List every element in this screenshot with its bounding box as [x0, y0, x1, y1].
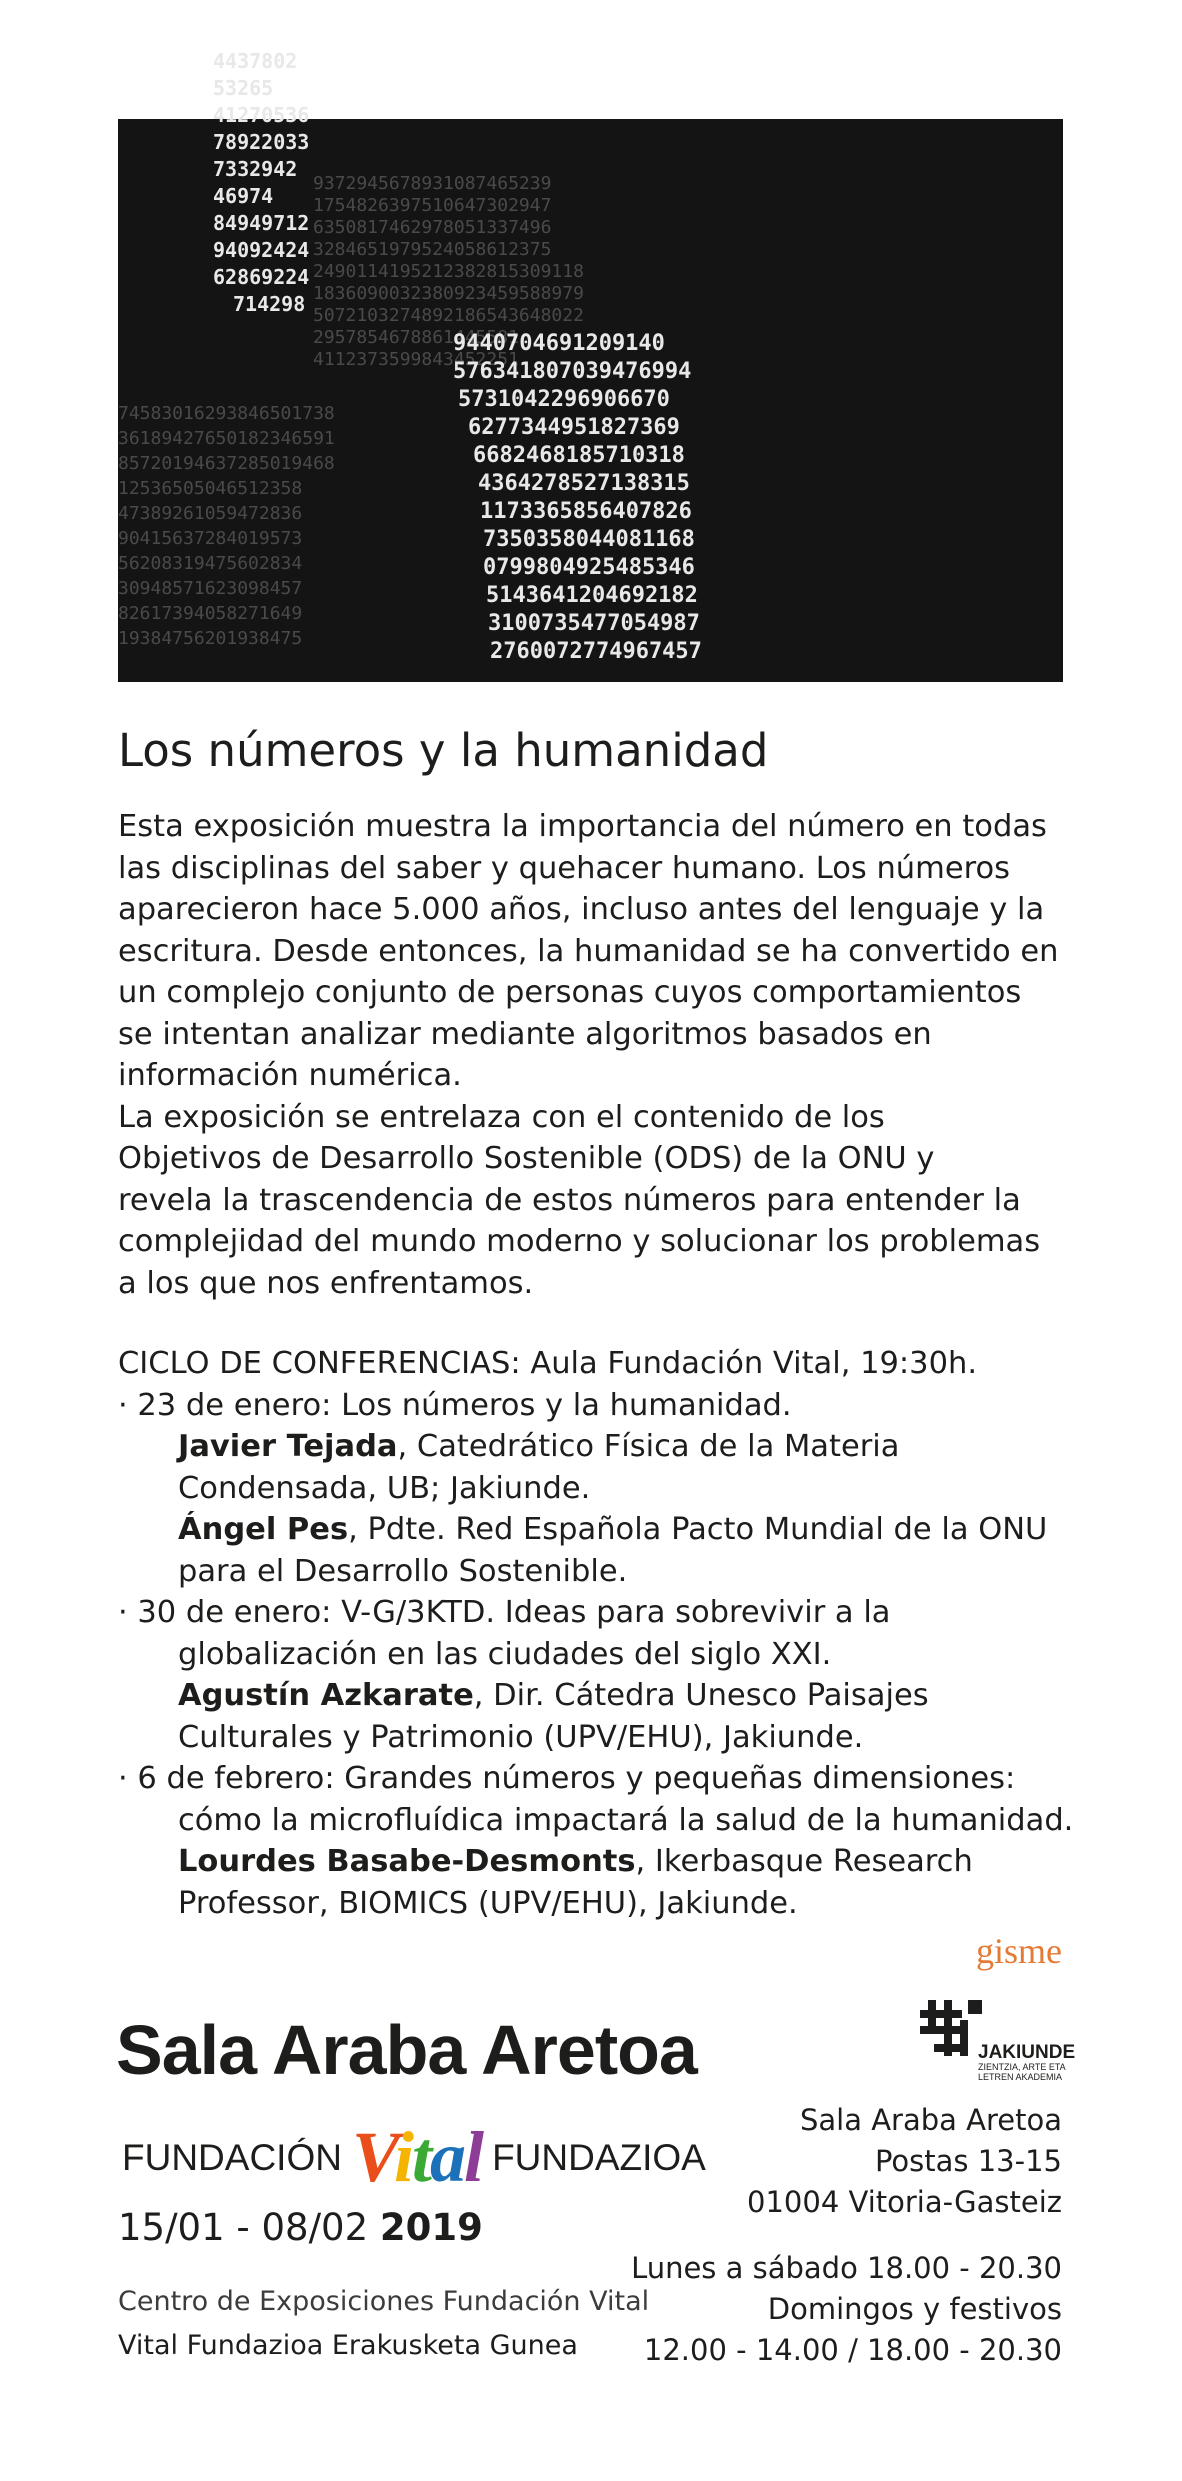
gisme-logo: gisme [976, 1931, 1062, 1971]
fundazioa-label: FUNDAZIOA [492, 2136, 706, 2178]
date-range: 15/01 - 08/02 [118, 2206, 380, 2249]
svg-text:9372945678931087465239: 9372945678931087465239 [313, 173, 552, 194]
numbers-head-silhouette-photo [118, 49, 1063, 682]
description-line: las disciplinas del saber y quehacer humano. Los números [118, 850, 1011, 886]
svg-text:85720194637285019468: 85720194637285019468 [118, 453, 335, 474]
description-line: escritura. Desde entonces, la humanidad se ha convertido en [118, 933, 1059, 969]
digit-row: 4437802 [213, 49, 298, 73]
conference-cycle [118, 1343, 1098, 1924]
opening-hours [631, 2248, 1062, 2371]
digit-row: 62869224 [213, 265, 310, 289]
centre-name-es: Centro de Exposiciones Fundación Vital [118, 2286, 650, 2317]
vital-letter: i [394, 2117, 413, 2197]
svg-text:6350817462978051337496: 6350817462978051337496 [313, 217, 552, 238]
talk-3-title-cont: cómo la microfluídica impactará la salud de la humanidad. [178, 1802, 1074, 1838]
jakiunde-logo [920, 1996, 1076, 2096]
description-line: Esta exposición muestra la importancia del número en todas [118, 809, 1047, 844]
talk-1-title: · 23 de enero: Los números y la humanidad. [118, 1387, 792, 1423]
description-line: revela la trascendencia de estos números para entender la [118, 1182, 1021, 1218]
svg-text:90415637284019573: 90415637284019573 [118, 528, 303, 549]
svg-text:2490114195212382815309118: 2490114195212382815309118 [313, 261, 584, 282]
description-line: a los que nos enfrentamos. [118, 1265, 534, 1301]
svg-text:47389261059472836: 47389261059472836 [118, 503, 303, 524]
jakiunde-mark-icon [920, 1996, 1076, 2096]
speaker-role-cont: para el Desarrollo Sostenible. [178, 1553, 628, 1589]
speaker-role-cont: Professor, BIOMICS (UPV/EHU), Jakiunde. [178, 1885, 798, 1921]
digit-row: 714298 [233, 292, 306, 316]
vital-wordmark [352, 2116, 482, 2199]
speaker-name: Javier Tejada [178, 1429, 398, 1464]
talk-3-title: · 6 de febrero: Grandes números y pequeñas dimensiones: [118, 1761, 1016, 1796]
jakiunde-subtitle-1: ZIENTZIA, ARTE ETA [978, 2062, 1066, 2072]
hero-image [118, 49, 1063, 682]
svg-text:36189427650182346591: 36189427650182346591 [118, 428, 335, 449]
digit-row: 84949712 [213, 211, 310, 235]
venue-name: Sala Araba Aretoa [116, 2011, 697, 2089]
vital-letter: l [464, 2117, 483, 2197]
talk-1-speaker-1 [118, 1426, 1098, 1468]
speaker-role-cont: Culturales y Patrimonio (UPV/EHU), Jakiunde. [178, 1719, 864, 1755]
speaker-role-cont: Condensada, UB; Jakiunde. [178, 1470, 591, 1506]
digit-row: 3100735477054987 [488, 611, 700, 636]
speaker-role: , Ikerbasque Research [635, 1844, 973, 1879]
venue-address [747, 2100, 1062, 2223]
hours-line: Lunes a sábado 18.00 - 20.30 [631, 2251, 1062, 2285]
address-line: Postas 13-15 [874, 2144, 1062, 2178]
svg-text:5072103274892186543648022: 5072103274892186543648022 [313, 305, 584, 326]
hours-line: Domingos y festivos [767, 2292, 1062, 2326]
year: 2019 [379, 2206, 483, 2249]
speaker-role: , Catedrático Física de la Materia [397, 1429, 900, 1464]
svg-text:82617394058271649: 82617394058271649 [118, 603, 303, 624]
digit-row: 5731042296906670 [458, 387, 670, 412]
digit-row: 7332942 [213, 157, 298, 181]
svg-text:56208319475602834: 56208319475602834 [118, 553, 303, 574]
svg-text:4112373599843452251: 4112373599843452251 [313, 349, 519, 370]
vital-letter: t [412, 2117, 431, 2197]
digit-row: 576341807039476994 [453, 359, 692, 384]
hours-line: 12.00 - 14.00 / 18.00 - 20.30 [643, 2333, 1062, 2367]
digit-row: 0799804925485346 [483, 555, 695, 580]
svg-text:1836090032380923459588979: 1836090032380923459588979 [313, 283, 584, 304]
talk-1-speaker-2 [118, 1509, 1098, 1551]
description-line: La exposición se entrelaza con el contenido de los [118, 1099, 885, 1135]
description-line: se intentan analizar mediante algoritmos basados en [118, 1016, 932, 1052]
digit-row: 4364278527138315 [478, 471, 690, 496]
digit-row: 1173365856407826 [480, 499, 692, 524]
speaker-role: , Pdte. Red Española Pacto Mundial de la ONU [348, 1512, 1048, 1547]
jakiunde-wordmark: JAKIUNDE [978, 2042, 1076, 2063]
digit-row: 46974 [213, 184, 274, 208]
svg-text:74583016293846501738: 74583016293846501738 [118, 403, 335, 424]
digit-row: 5143641204692182 [486, 583, 698, 608]
digit-row: 78922033 [213, 130, 310, 154]
talk-3-speaker-1 [118, 1841, 1098, 1883]
vital-letter: V [351, 2117, 395, 2197]
conference-heading: CICLO DE CONFERENCIAS: Aula Fundación Vital, 19:30h. [118, 1346, 978, 1381]
description-line: complejidad del mundo moderno y solucionar los problemas [118, 1224, 1041, 1259]
jakiunde-subtitle-2: LETREN AKADEMIA [978, 2072, 1063, 2082]
exhibition-description [118, 806, 1068, 1304]
svg-text:12536505046512358: 12536505046512358 [118, 478, 303, 499]
talk-2-speaker-1 [118, 1675, 1098, 1717]
digit-row: 2760072774967457 [490, 639, 702, 664]
svg-text:2957854678861445581: 2957854678861445581 [313, 327, 519, 348]
svg-text:3284651979524058612375: 3284651979524058612375 [313, 239, 552, 260]
speaker-name: Ángel Pes [178, 1512, 349, 1547]
address-line: Sala Araba Aretoa [799, 2103, 1062, 2137]
exhibition-dates [118, 2206, 483, 2249]
talk-2-title-cont: globalización en las ciudades del siglo XXI. [178, 1636, 832, 1672]
speaker-role: , Dir. Cátedra Unesco Paisajes [473, 1678, 929, 1713]
svg-text:19384756201938475: 19384756201938475 [118, 628, 303, 649]
description-line: Objetivos de Desarrollo Sostenible (ODS) de la ONU y [118, 1141, 935, 1176]
centre-name-eu: Vital Fundazioa Erakusketa Gunea [118, 2330, 578, 2361]
svg-text:1754826397510647302947: 1754826397510647302947 [313, 195, 552, 216]
talk-2-title: · 30 de enero: V-G/3KTD. Ideas para sobrevivir a la [118, 1595, 891, 1630]
digit-row: 6682468185710318 [473, 443, 685, 468]
exhibition-centre [118, 2280, 649, 2368]
description-line: aparecieron hace 5.000 años, incluso antes del lenguaje y la [118, 892, 1045, 927]
description-line: información numérica. [118, 1058, 462, 1093]
digit-row: 41270536 [213, 103, 310, 127]
speaker-name: Lourdes Basabe-Desmonts [178, 1844, 636, 1879]
address-line: 01004 Vitoria-Gasteiz [747, 2185, 1062, 2219]
svg-text:30948571623098457: 30948571623098457 [118, 578, 303, 599]
description-line: un complejo conjunto de personas cuyos comportamientos [118, 975, 1022, 1010]
fundacion-label: FUNDACIÓN [122, 2136, 342, 2178]
digit-row: 94092424 [213, 238, 310, 262]
digit-row: 9440704691209140 [453, 331, 665, 356]
digit-row: 7350358044081168 [483, 527, 695, 552]
exhibition-title: Los números y la humanidad [118, 724, 769, 777]
digit-row: 6277344951827369 [468, 415, 680, 440]
vital-letter: a [430, 2117, 465, 2197]
fundacion-vital-logo [122, 2116, 706, 2199]
speaker-name: Agustín Azkarate [178, 1678, 474, 1713]
digit-row: 53265 [213, 76, 274, 100]
